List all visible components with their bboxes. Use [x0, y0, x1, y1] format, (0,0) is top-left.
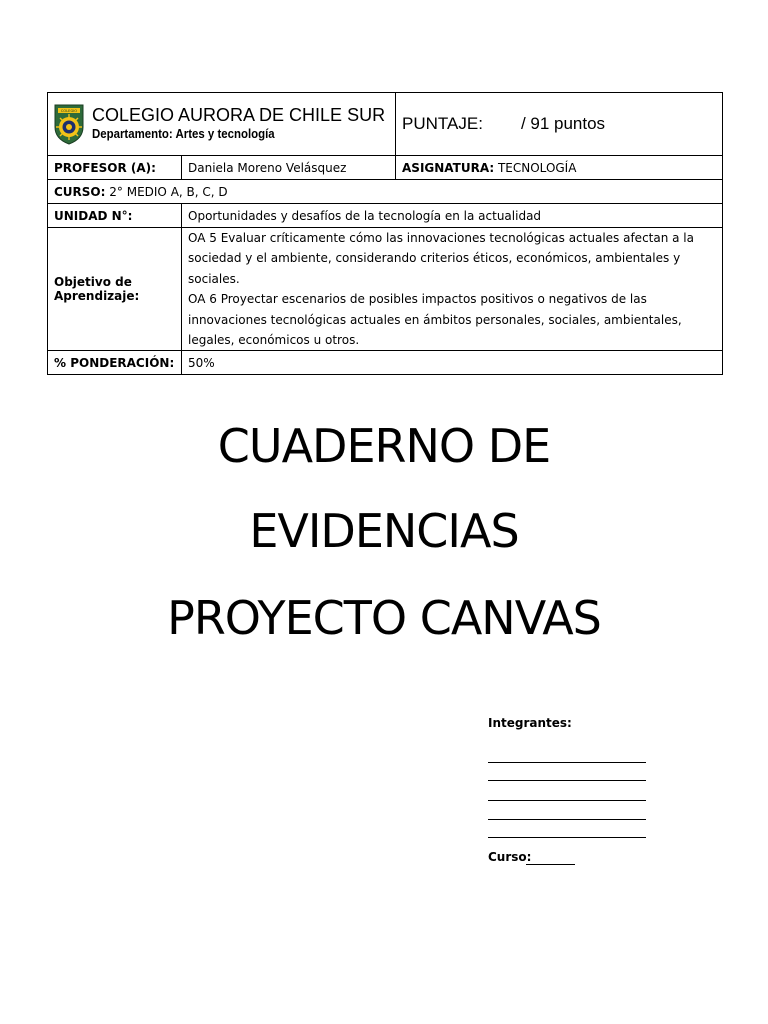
objetivo-line: innovaciones tecnológicas actuales en ámbitos personales, sociales, ambientales,	[188, 312, 682, 327]
objetivo-line: sociales.	[188, 271, 240, 286]
score-cell	[396, 93, 723, 156]
ponderacion-value: 50%	[182, 351, 723, 375]
integrante-line[interactable]	[488, 837, 646, 838]
unidad-value: Oportunidades y desafíos de la tecnología en la actualidad	[182, 204, 723, 228]
objetivo-line: sociedad y el ambiente, considerando criterios éticos, económicos, ambientales y	[188, 251, 681, 266]
profesor-label-cell	[48, 156, 182, 180]
objetivo-label-cell	[48, 228, 182, 351]
objetivo-row	[48, 228, 723, 351]
curso-row	[48, 180, 723, 204]
school-name: COLEGIO AURORA DE CHILE SUR	[92, 105, 386, 125]
unidad-row	[48, 204, 723, 228]
document-title-line-2: EVIDENCIAS	[249, 504, 519, 558]
integrante-line[interactable]	[488, 800, 646, 801]
profesor-row	[48, 156, 723, 180]
info-table	[47, 92, 723, 375]
objetivo-line: legales, económicos u otros.	[188, 333, 360, 348]
score-label: PUNTAJE:	[402, 114, 483, 133]
profesor-label: PROFESOR (A):	[54, 160, 156, 175]
curso-value: 2° MEDIO A, B, C, D	[109, 184, 228, 199]
objetivo-line: OA 6 Proyectar escenarios de posibles impactos positivos o negativos de las	[188, 292, 647, 307]
curso-footer-line[interactable]	[526, 864, 575, 865]
score-value: / 91 puntos	[520, 114, 606, 133]
integrante-line[interactable]	[488, 819, 646, 820]
asignatura-value: TECNOLOGÍA	[497, 160, 577, 175]
objetivo-label-1: Objetivo de	[54, 275, 132, 290]
unidad-label: UNIDAD N°:	[54, 208, 133, 223]
asignatura-cell	[396, 156, 723, 180]
ponderacion-row	[48, 351, 723, 375]
asignatura-label: ASIGNATURA:	[402, 160, 495, 175]
ponderacion-label-cell	[48, 351, 182, 375]
header-row	[48, 93, 723, 156]
objetivo-label-2: Aprendizaje:	[54, 289, 140, 304]
curso-cell	[48, 180, 723, 204]
integrante-line[interactable]	[488, 762, 646, 763]
logo-text: COLEGIO	[60, 109, 78, 114]
integrantes-label: Integrantes:	[488, 716, 572, 730]
objetivo-text-cell	[182, 228, 723, 351]
school-logo	[54, 103, 84, 145]
document-title-line-1: CUADERNO DE	[217, 419, 551, 473]
profesor-value: Daniela Moreno Velásquez	[182, 156, 396, 180]
ponderacion-label: % PONDERACIÓN:	[54, 355, 175, 370]
document-title-line-3: PROYECTO CANVAS	[167, 591, 601, 645]
school-title-block	[92, 105, 385, 143]
unidad-label-cell	[48, 204, 182, 228]
school-cell	[48, 93, 396, 156]
curso-footer-label: Curso:	[488, 850, 532, 864]
objetivo-line: OA 5 Evaluar críticamente cómo las innovaciones tecnológicas actuales afectan a la	[188, 231, 694, 245]
department-name: Departamento: Artes y tecnología	[92, 126, 275, 141]
integrante-line[interactable]	[488, 780, 646, 781]
curso-label: CURSO:	[54, 184, 106, 199]
